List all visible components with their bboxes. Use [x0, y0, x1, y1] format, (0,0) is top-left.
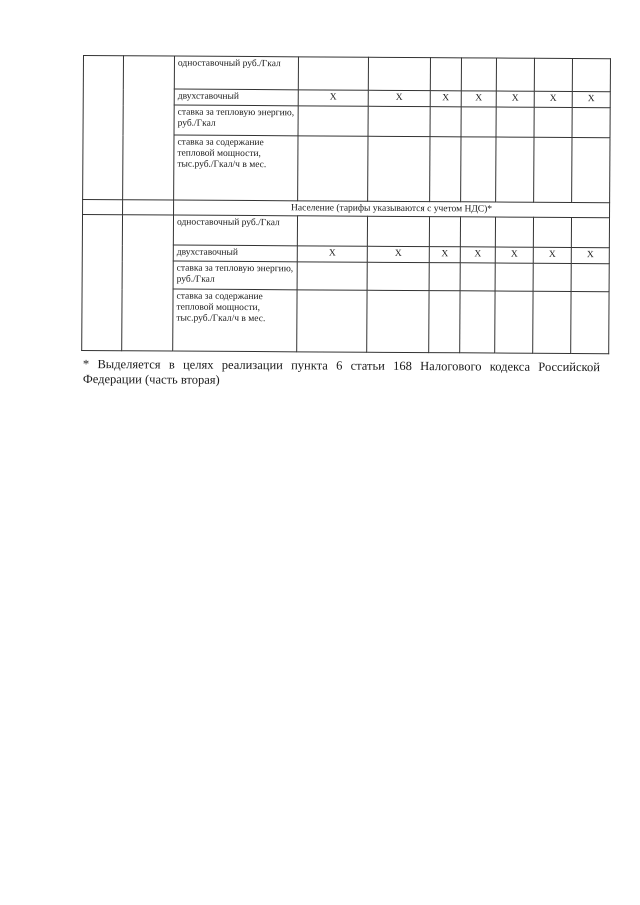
x-mark: X: [534, 91, 572, 107]
row-label-two-part: двухставочный: [173, 245, 297, 262]
section-title: Население (тарифы указываются с учетом НДС)*: [174, 200, 610, 218]
tariff-table: [81, 55, 611, 354]
table-row: [82, 215, 609, 248]
empty-cell: [122, 215, 174, 351]
x-mark: X: [461, 91, 496, 107]
x-mark: X: [495, 247, 533, 263]
x-mark: X: [571, 247, 609, 263]
x-mark: X: [298, 90, 368, 106]
x-mark: X: [533, 247, 571, 263]
x-mark: X: [430, 91, 461, 107]
x-mark: X: [367, 246, 429, 262]
row-label-capacity-rate: ставка за содержание тепловой мощности, тыс.руб./Гкал/ч в мес.: [174, 135, 298, 201]
x-mark: X: [460, 247, 495, 263]
x-mark: X: [429, 247, 460, 263]
x-mark: X: [368, 90, 430, 106]
empty-cell: [82, 215, 123, 351]
row-label-energy-rate: ставка за тепловую энергию, руб./Гкал: [173, 261, 297, 290]
row-label-energy-rate: ставка за тепловую энергию, руб./Гкал: [174, 105, 298, 136]
footnote: * Выделяется в целях реализации пункта 6 статьи 168 Налогового кодекса Российской Федерации (часть вторая): [82, 357, 600, 387]
x-mark: X: [496, 91, 534, 107]
row-label-one-part: одноставочный руб./Гкал: [174, 56, 298, 90]
x-mark: X: [572, 91, 610, 107]
table-row: [83, 56, 610, 92]
empty-cell: [123, 56, 175, 200]
row-label-one-part: одноставочный руб./Гкал: [173, 215, 297, 246]
x-mark: X: [297, 246, 367, 262]
row-label-two-part: двухставочный: [174, 89, 298, 106]
empty-cell: [83, 56, 124, 200]
row-label-capacity-rate: ставка за содержание тепловой мощности, тыс.руб./Гкал/ч в мес.: [173, 289, 297, 352]
